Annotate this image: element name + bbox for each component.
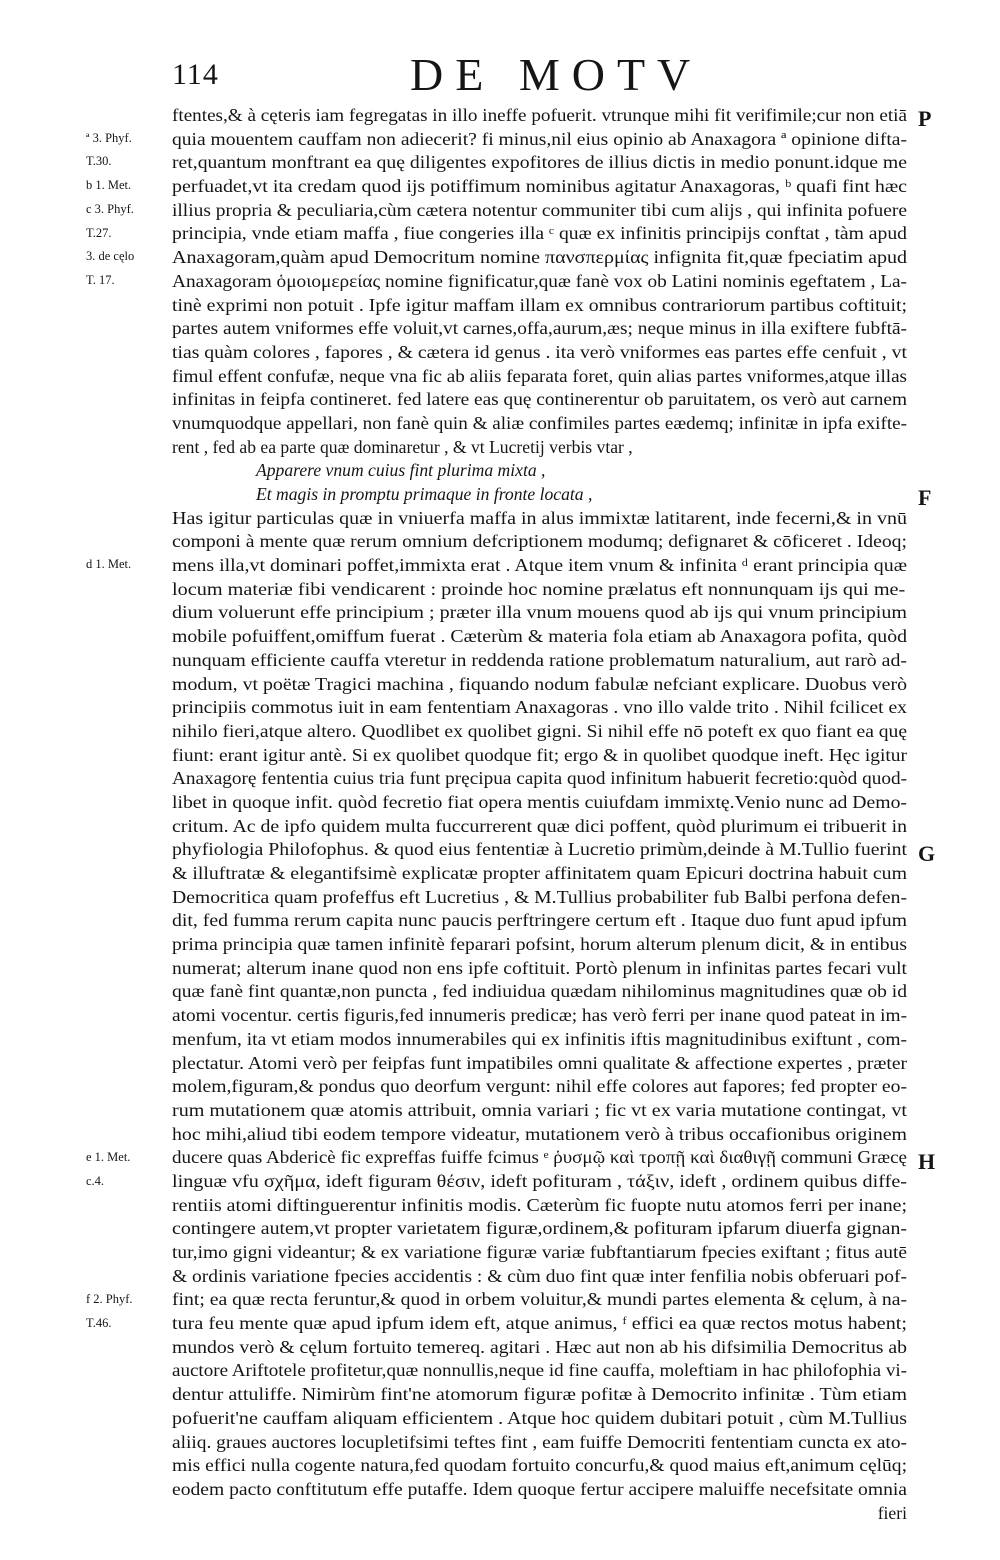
text-line: & illuftratæ & elegantifsimè explicatæ propter affinitatem quam Epicuri doctrina habuit cum: [172, 863, 907, 883]
text-line: nihilo fieri,atque altero. Quodlibet ex quolibet gigni. Si nihil effe nō poteft ex quo fiant ea quę: [172, 720, 907, 741]
text-line: mundos verò & cęlum fortuito temereq. agitari . Hæc aut non ab his difsimilia Democritus ab: [172, 1336, 907, 1357]
text-line: libet in quoque infit. quòd fecretio fiat opera mentis cuiufdam immixtę.Venio nunc ad Demo-: [172, 791, 907, 812]
marginal-note: ª 3. Phyf.: [86, 130, 132, 145]
text-line: & ordinis variatione fpecies accidentis : & cùm duo fint quæ inter fenfilia nobis obferuari pof-: [172, 1265, 907, 1286]
page-number: 114: [172, 58, 219, 91]
marginal-note: 3. de cęlo: [86, 249, 135, 264]
text-line: auctore Ariftotele profitetur,quæ nonnullis,neque id fine cauffa, moleftiam in hac philofophia vi-: [172, 1360, 907, 1381]
text-line: mobile pofuiffent,omiffum fuerat . Cæterùm & materia fola etiam ab Anaxagora pofita, quòd: [172, 626, 907, 647]
marginal-note: T. 17.: [86, 272, 115, 287]
section-letter: H: [918, 1148, 936, 1174]
section-letter: F: [918, 485, 932, 511]
text-line: ducere quas Abdericè fic expreffas fuiffe fcimus ᵉ ῥυσμῷ καὶ τροπῇ καὶ διαθιγῇ communi Græcę: [172, 1147, 907, 1168]
text-line: principia, vnde etiam maffa , fiue congeries illa ᶜ quæ ex infinitis principijs conftat , tàm apud: [172, 223, 907, 244]
marginal-note: f 2. Phyf.: [86, 1292, 133, 1306]
marginal-note: e 1. Met.: [86, 1149, 131, 1164]
text-line: rent , fed ab ea parte quæ dominaretur , & vt Lucretij verbis vtar ,: [172, 436, 633, 457]
text-line: menfum, ita vt etiam modos innumerabiles qui ex infinitis iftis magnitudinibus exiftunt , com-: [172, 1028, 907, 1049]
text-line: rentiis atomi diftinguerentur infinitis modis. Cæterùm fic fuopte nutu atomos ferri per inane;: [172, 1194, 907, 1215]
verse-line: Apparere vnum cuius fint plurima mixta ,: [256, 460, 546, 481]
marginal-note: T.27.: [86, 225, 112, 240]
text-line: Anaxagorę fententia cuius tria funt pręcipua capita quod infinitum habuerit fecretio:quòd quod-: [172, 768, 907, 789]
text-line: quæ fanè fint quantæ,non puncta , fed indiuidua quædam nihilominus magnitudines quæ ob id: [172, 981, 907, 1002]
text-line: critum. Ac de ipfo quidem multa fuccurrerent quæ dici poffent, quòd plurimum ei tribuerit in: [172, 815, 907, 836]
text-line: dit, fed fumma rerum capita nunc paucis perftringere certum eft . Itaque duo funt apud ipfum: [172, 910, 907, 931]
text-line: ftentes,& à cęteris iam fegregatas in illo ineffe pofuerit. vtrunque mihi fit verifimile;cur non etiā: [172, 105, 907, 125]
text-line: dium voluerunt effe principium ; præter illa vnum mouens quod ab ijs qui vnum principium: [172, 602, 907, 623]
marginal-note: T.30.: [86, 154, 112, 169]
running-title: DE MOTV: [410, 49, 703, 100]
marginal-note: c 3. Phyf.: [86, 201, 134, 216]
text-line: Has igitur particulas quæ in vniuerfa maffa in alus immixtæ latitarent, inde fecerni,& in vnū: [172, 507, 907, 528]
text-line: atomi vocentur. certis figuris,fed innumeris predicæ; has verò ferri per inane quod pateat in im-: [172, 1005, 907, 1026]
section-letter: P: [918, 106, 932, 131]
text-line: prima principia quæ tamen infinitè feparari pofsint, horum alterum plenum dicit, & in entibus: [172, 934, 907, 955]
text-line: numerat; alterum inane quod non ens ipfe coftituit. Portò plenum in infinitas partes fecari vult: [172, 957, 907, 978]
text-line: fieri: [877, 1502, 907, 1523]
text-line: hoc mihi,aliud tibi eodem tempore videatur, mutationem verò à tribus occafionibus originem: [172, 1123, 907, 1144]
text-line: quia mouentem cauffam non adiecerit? fi minus,nil eius opinio ab Anaxagora ª opinione difta-: [172, 128, 907, 149]
text-line: contingere autem,vt propter varietatem figuræ,ordinem,& pofituram ipfarum diuerfa gignan-: [172, 1218, 907, 1239]
text-line: locum materiæ fibi vendicarent : proinde hoc nomine prælatus eft nonnunquam ijs qui me-: [172, 578, 906, 599]
marginal-note: b 1. Met.: [86, 178, 132, 193]
text-line: modum, vt poëtæ Tragici machina , fiquando nodum fabulæ nefciant explicare. Duobus verò: [172, 673, 907, 694]
text-line: illius propria & peculiaria,cùm cætera notentur communiter tibi cum alijs , qui infinita pofuere: [172, 199, 907, 220]
text-line: ret,quantum monftrant ea quę diligentes expofitores de illius dictis in medio ponunt.idque me: [172, 152, 907, 173]
text-line: mens illa,vt dominari poffet,immixta erat . Atque item vnum & infinita ᵈ erant principia quæ: [172, 555, 907, 576]
text-line: tur,imo gigni videantur; & ex variatione figuræ variæ fubftantiarum fpecies exiftant ; fitus autē: [172, 1242, 907, 1262]
verse-line: Et magis in promptu primaque in fronte locata ,: [256, 484, 593, 504]
main-text-block: [172, 104, 907, 1525]
text-line: aliiq. graues auctores locupletifsimi teftes fint , eam fuiffe Democriti fententiam cuncta ex ato-: [172, 1431, 907, 1452]
text-line: fimul effent confufæ, neque vna fic ab aliis feparata foret, quin alias partes vniformes,atque illas: [172, 365, 907, 386]
marginal-note: T.46.: [86, 1315, 112, 1330]
text-line: fiunt: erant igitur antè. Si ex quolibet quodque fit; ergo & in quolibet quodque ineft. Hęc igitur: [172, 744, 907, 765]
text-line: linguæ vfu σχῆμα, ideft figuram θέσιν, ideft pofituram , τάξιν, ideft , ordinem quibus diffe-: [172, 1170, 907, 1191]
text-line: tias quàm colores , fapores , & cætera id genus . ita verò vniformes eas partes effe cenfuit , vt: [172, 341, 907, 362]
marginal-note: d 1. Met.: [86, 557, 132, 572]
text-line: phyfiologia Philofophus. & quod eius fententiæ à Lucretio primùm,deinde à M.Tullio fuerint: [172, 839, 907, 860]
text-line: nunquam efficiente cauffa vteretur in reddenda ratione problematum naturalium, aut rarò ad-: [172, 649, 907, 670]
text-line: eodem pacto conftitutum effe putaffe. Idem quoque fertur accipere maluiffe necefsitate omnia: [172, 1478, 907, 1499]
text-line: partes autem vniformes effe voluit,vt carnes,offa,aurum,æs; neque minus in illa exiftere fubftā-: [172, 318, 907, 339]
text-line: plectatur. Atomi verò per feipfas funt impatibiles omni qualitate & affectione expertes , præter: [172, 1052, 907, 1073]
text-line: componi à mente quæ rerum omnium defcriptionem modumq; defignaret & cōficeret . Ideoq;: [172, 531, 907, 552]
marginal-note: c.4.: [86, 1173, 105, 1188]
text-line: tinè exprimi non potuit . Ipfe igitur maffam illam ex omnibus contrariorum partibus coftituit;: [172, 294, 907, 315]
text-line: fint; ea quæ recta feruntur,& quod in orbem voluitur,& mundi partes elementa & cęlum, à na-: [172, 1289, 907, 1310]
text-line: infinitas in feipfa contineret. fed latere eas quę continerentur ob paruitatem, os verò aut carnem: [172, 389, 907, 410]
text-line: perfuadet,vt ita credam quod ijs potiffimum nominibus agitatur Anaxagoras, ᵇ quafi fint hæc: [172, 176, 907, 197]
text-line: Democritica quam profeffus eft Lucretius , & M.Tullius probabiliter fub Balbi perfona defen-: [172, 886, 907, 907]
text-line: rum mutationem quæ atomis attribuit, omnia variari ; fic vt ex varia mutatione contingat, vt: [172, 1099, 907, 1120]
text-line: tura feu mente quæ apud ipfum idem eft, atque animus, ᶠ effici ea quæ rectos motus habent;: [172, 1313, 907, 1334]
text-line: dentur attuliffe. Nimirùm fint'ne atomorum figuræ pofitæ à Democrito infinitæ . Tùm etiam: [172, 1384, 907, 1405]
text-line: Anaxagoram,quàm apud Democritum nomine πανσπερμίας infignita fit,quæ fpeciatim apud: [172, 247, 907, 268]
text-line: Anaxagoram ὁμοιομερείας nomine fignificatur,quæ fanè vox ob Latini nominis egeftatem , La-: [172, 270, 907, 291]
left-margin-notes: [86, 0, 166, 1560]
text-line: pofuerit'ne cauffam aliquam efficientem . Atque hoc quidem dubitari potuit , cùm M.Tullius: [172, 1407, 907, 1428]
text-line: mis effici nulla cogente natura,fed quodam fortuito concurfu,& quod maius eft,animum cęlūq;: [172, 1455, 907, 1476]
section-letter: G: [918, 840, 936, 866]
text-line: molem,figuram,& pondus quo deorfum vergunt: nihil effe colores aut fapores; fed propter eo-: [172, 1076, 907, 1097]
text-line: vnumquodque appellari, non fanè quin & aliæ confimiles partes eædemq; infinitæ in ipfa exifte-: [172, 412, 907, 433]
text-line: principiis commotus iuit in eam fententiam Anaxagoras . vno illo valde trito . Nihil fcilicet ex: [172, 697, 907, 718]
